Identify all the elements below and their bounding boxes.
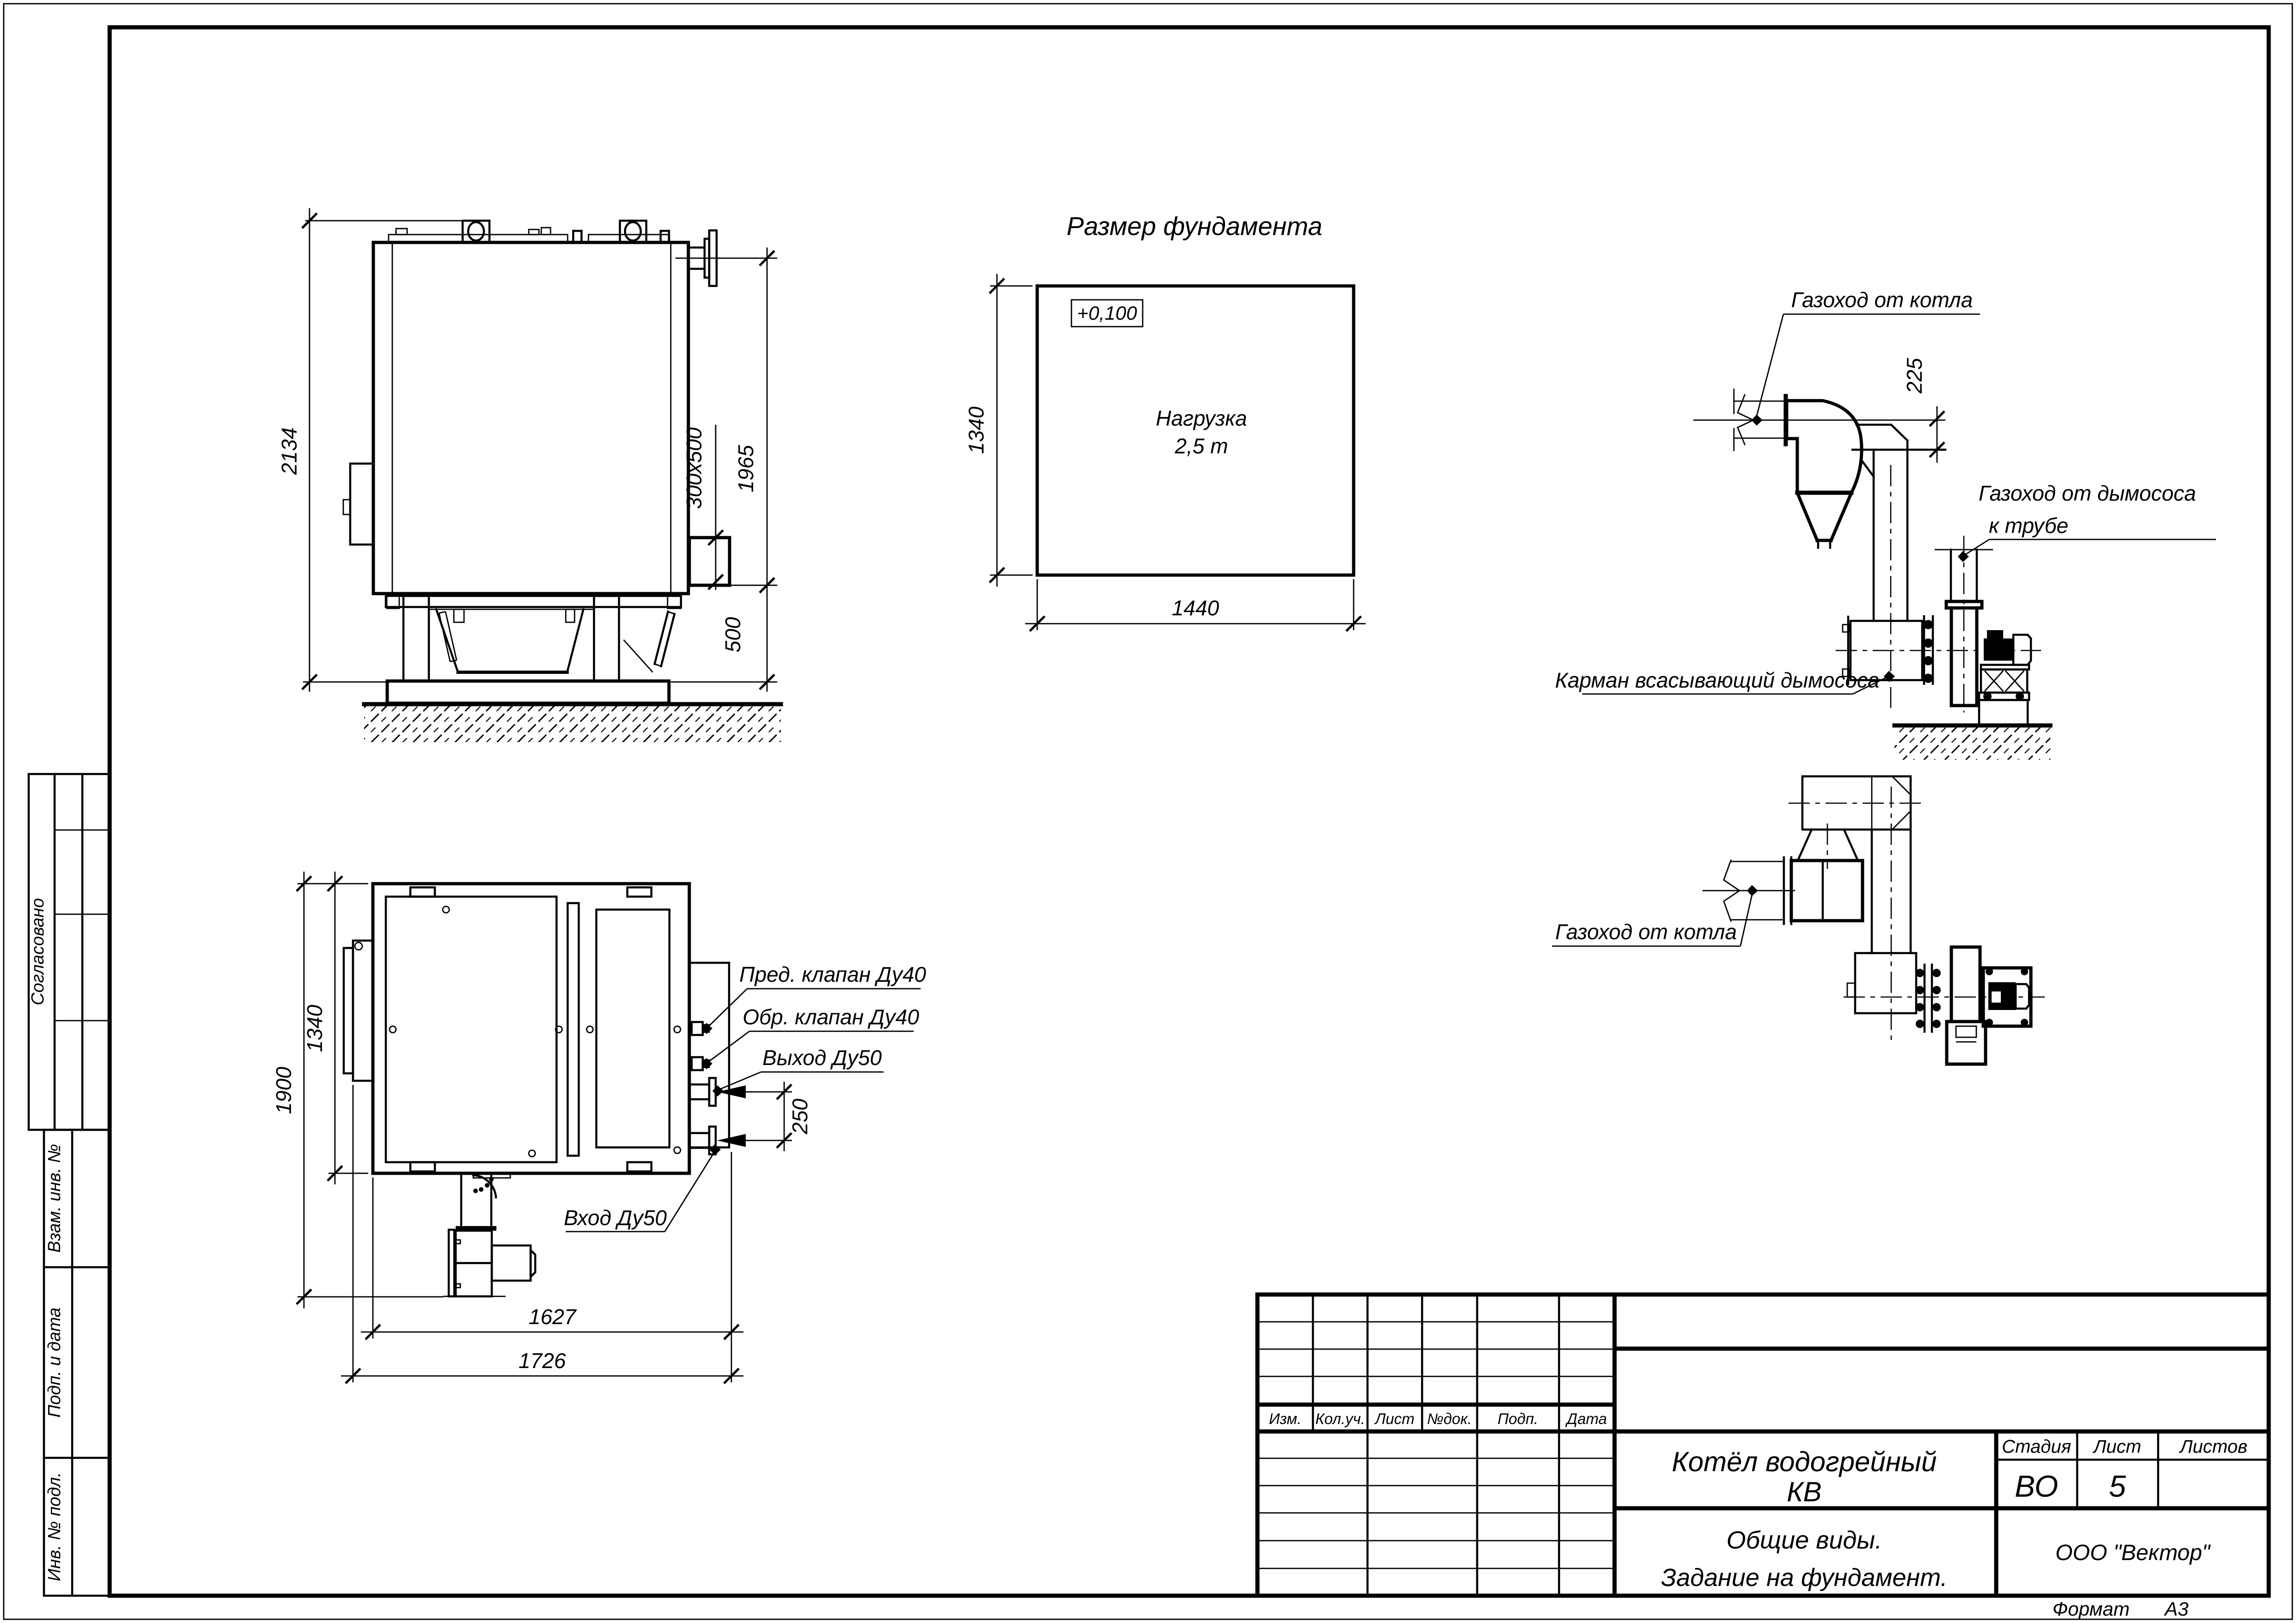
foundation-load-line1: Нагрузка	[1156, 406, 1247, 430]
organization-name: ООО "Вектор"	[2055, 1541, 2210, 1565]
label-inlet: Вход Ду50	[563, 1206, 667, 1230]
rev-header-list: Лист	[1375, 1410, 1415, 1427]
label-outlet: Выход Ду50	[762, 1046, 882, 1070]
label-gas-from-boiler-plan: Газоход от котла	[1555, 920, 1737, 944]
rev-header-data: Дата	[1566, 1410, 1607, 1427]
dim-1627: 1627	[528, 1305, 576, 1329]
margin-podp-label: Подп. и дата	[45, 1307, 64, 1418]
foundation-elevation-mark: +0,100	[1077, 302, 1137, 324]
rev-header-izm: Изм.	[1269, 1410, 1302, 1427]
rev-header-ndok: №док.	[1427, 1410, 1472, 1427]
format-label: Формат	[2052, 1598, 2130, 1620]
rev-header-koluch: Кол.уч.	[1315, 1410, 1365, 1427]
foundation-load-line2: 2,5 т	[1175, 434, 1228, 458]
label-suction-pocket: Карман всасывающий дымососа	[1555, 668, 1880, 692]
format-value: А3	[2165, 1598, 2189, 1620]
dim-1340-plan: 1340	[303, 1004, 327, 1053]
foundation-title: Размер фундамента	[1066, 211, 1323, 241]
stage-header: Стадия	[2002, 1437, 2071, 1457]
doc-subtitle-line1: Общие виды.	[1726, 1526, 1882, 1554]
label-gas-to-chimney-2: к трубе	[1989, 514, 2068, 538]
label-safety-valve: Пред. клапан Ду40	[739, 962, 926, 986]
label-check-valve: Обр. клапан Ду40	[743, 1005, 919, 1029]
doc-title-line1: Котёл водогрейный	[1671, 1446, 1937, 1477]
dim-2134: 2134	[277, 427, 301, 475]
dim-250: 250	[788, 1098, 812, 1134]
label-gas-to-chimney-1: Газоход от дымососа	[1978, 481, 2197, 505]
doc-title-line2: КВ	[1787, 1476, 1822, 1507]
label-gas-from-boiler-elev: Газоход от котла	[1791, 288, 1973, 312]
foundation-dim-1440: 1440	[1171, 596, 1219, 620]
dim-1726: 1726	[518, 1349, 566, 1373]
margin-inv-label: Инв. № подл.	[45, 1472, 64, 1581]
margin-agreed-label: Согласовано	[28, 898, 48, 1005]
rev-header-podp: Подп.	[1498, 1410, 1538, 1427]
dim-1900: 1900	[272, 1066, 296, 1115]
stage-value: ВО	[2015, 1469, 2058, 1503]
sheet-header: Лист	[2093, 1437, 2141, 1457]
sheets-header: Листов	[2180, 1437, 2247, 1457]
dim-300x500: 300х500	[682, 427, 706, 509]
sheet-value: 5	[2109, 1469, 2126, 1503]
margin-vzam-label: Взам. инв. №	[45, 1144, 64, 1253]
foundation-dim-1340: 1340	[964, 406, 988, 454]
doc-subtitle-line2: Задание на фундамент.	[1661, 1564, 1948, 1592]
dim-500: 500	[721, 617, 745, 653]
dim-225: 225	[1902, 358, 1926, 394]
dim-1965: 1965	[734, 445, 758, 493]
